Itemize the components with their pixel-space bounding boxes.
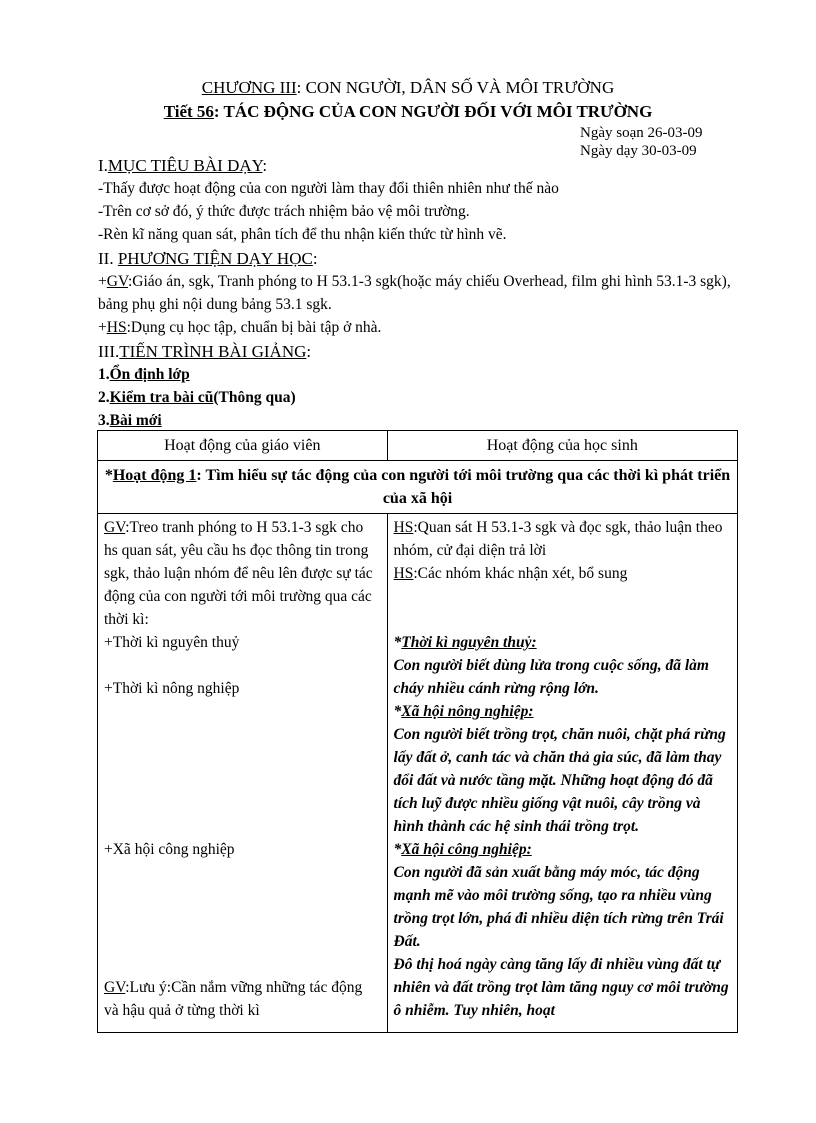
section-materials <box>98 247 738 339</box>
section-objectives <box>98 154 738 246</box>
teacher-instruction: GV:Treo tranh phóng to H 53.1-3 sgk cho hs quan sát, yêu cầu hs đọc thông tin trong sgk, thảo luận nhóm để nêu lên được sự tác động của con người tới môi trường qua các thời kì: <box>104 519 373 628</box>
objective-line: -Trên cơ sở đó, ý thức được trách nhiệm bảo vệ môi trường. <box>98 203 470 220</box>
teacher-period-2: +Thời kì nông nghiệp <box>104 680 240 697</box>
step-1: 1.Ổn định lớp <box>98 366 190 383</box>
activity-title: *Hoạt động 1: Tìm hiểu sự tác động của con người tới môi trường qua các thời kì phát triển của xã hội <box>98 461 738 514</box>
student-activity-cell <box>387 514 737 1033</box>
step-3: 3.Bài mới <box>98 412 162 429</box>
activity-table <box>97 430 738 1033</box>
teacher-column-header: Hoạt động của giáo viên <box>98 431 388 461</box>
step-2: 2.Kiểm tra bài cũ(Thông qua) <box>98 389 296 406</box>
period-2-text: Con người biết trồng trọt, chăn nuôi, chặt phá rừng lấy đất ở, canh tác và chăn thả gia súc, đã làm thay đổi đất và nước tầng mặt. Những hoạt động đó đã tích luỹ được nhiều giống vật nuôi, cây trồng và hình thành các hệ sinh thái trồng trọt. <box>393 726 726 835</box>
lesson-label: Tiết 56 <box>163 102 214 121</box>
student-column-header: Hoạt động của học sinh <box>387 431 737 461</box>
objective-line: -Rèn kĩ năng quan sát, phân tích để thu nhận kiến thức từ hình vẽ. <box>98 226 507 243</box>
date-taught: Ngày dạy 30-03-09 <box>580 143 697 159</box>
section-materials-title: II. PHƯƠNG TIỆN DẠY HỌC: <box>98 249 318 268</box>
objective-line: -Thấy được hoạt động của con người làm thay đổi thiên nhiên như thế nào <box>98 180 559 197</box>
table-header-row <box>98 431 738 461</box>
materials-gv: +GV:Giáo án, sgk, Tranh phóng to H 53.1-3 sgk(hoặc máy chiếu Overhead, film ghi hình 53.1-3 sgk), bảng phụ ghi nội dung bảng 53.1 sgk. <box>98 273 731 313</box>
period-1-title: *Thời kì nguyên thuỷ: <box>393 634 537 651</box>
chapter-heading <box>0 78 816 98</box>
chapter-label: CHƯƠNG III <box>201 78 297 97</box>
section-process-title: III.TIẾN TRÌNH BÀI GIẢNG: <box>98 342 312 361</box>
student-response-1: HS:Quan sát H 53.1-3 sgk và đọc sgk, thảo luận theo nhóm, cử đại diện trả lời <box>393 519 723 559</box>
lesson-heading <box>0 102 816 122</box>
section-objectives-title: I.MỤC TIÊU BÀI DẠY: <box>98 156 268 175</box>
activity-title-row <box>98 461 738 514</box>
teacher-note: GV:Lưu ý:Cần nắm vững những tác động và hậu quả ở từng thời kì <box>104 979 363 1019</box>
date-prepared: Ngày soạn 26-03-09 <box>580 125 703 141</box>
period-3-title: *Xã hội công nghiệp: <box>393 841 532 858</box>
teacher-period-3: +Xã hội công nghiệp <box>104 841 235 858</box>
activity-content-row <box>98 514 738 1033</box>
section-process <box>98 340 738 432</box>
chapter-title: : CON NGƯỜI, DÂN SỐ VÀ MÔI TRƯỜNG <box>296 78 615 97</box>
student-response-2: HS:Các nhóm khác nhận xét, bổ sung <box>393 565 628 582</box>
period-3-text-continued: Đô thị hoá ngày càng tăng lấy đi nhiều vùng đất tự nhiên và đất trồng trọt làm tăng nguy cơ môi trường ô nhiễm. Tuy nhiên, hoạt <box>393 956 729 1019</box>
teacher-period-1: +Thời kì nguyên thuỷ <box>104 634 240 651</box>
lesson-title: : TÁC ĐỘNG CỦA CON NGƯỜI ĐỐI VỚI MÔI TRƯỜNG <box>213 102 653 121</box>
teacher-activity-cell <box>98 514 388 1033</box>
period-3-text: Con người đã sản xuất bằng máy móc, tác động mạnh mẽ vào môi trường sống, tạo ra nhiều vùng trồng trọt lớn, phá đi nhiều diện tích rừng trên Trái Đất. <box>393 864 724 950</box>
period-2-title: *Xã hội nông nghiệp: <box>393 703 534 720</box>
materials-hs: +HS:Dụng cụ học tập, chuẩn bị bài tập ở nhà. <box>98 319 382 336</box>
period-1-text: Con người biết dùng lửa trong cuộc sống, đã làm cháy nhiều cánh rừng rộng lớn. <box>393 657 709 697</box>
